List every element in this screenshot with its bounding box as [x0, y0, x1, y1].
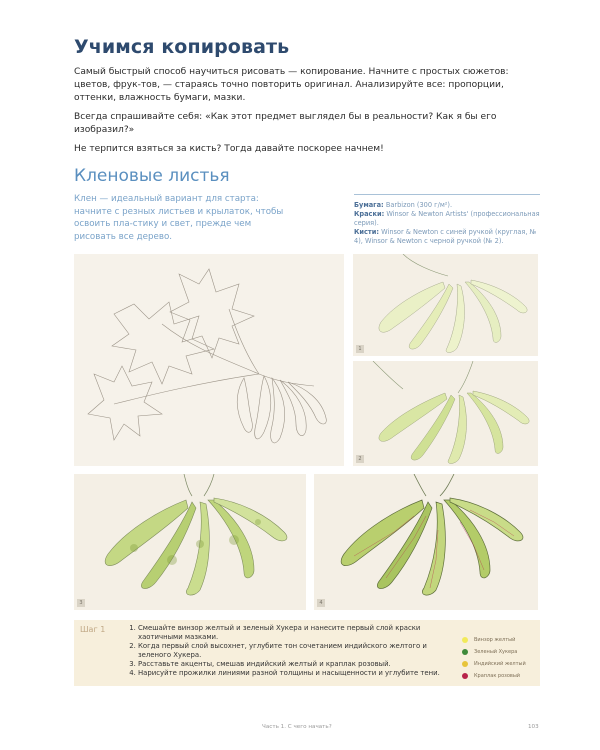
materials-brushes — [354, 228, 540, 246]
paint-swatch-icon — [462, 649, 468, 655]
intro-paragraph-2: Всегда спрашивайте себя: «Как этот предмет выглядел бы в реальности? Как я бы его изобразил?» — [74, 112, 497, 135]
page-title: Учимся копировать — [74, 36, 290, 58]
legend-item-rose-madder — [462, 670, 526, 682]
intro-paragraph-3: Не терпится взяться за кисть? Тогда давайте поскорее начнем! — [74, 144, 384, 154]
step-photo-1 — [353, 254, 538, 356]
paints-value: Winsor & Newton Artists' (профессиональная серия). — [354, 210, 540, 227]
materials-paints — [354, 210, 540, 228]
samara-painting-3 — [74, 474, 306, 610]
footer-page-number: 103 — [528, 724, 539, 730]
step-item-1: 1. Смешайте винзор желтый и зеленый Хукера и нанесите первый слой краски хаотичными мазками. — [138, 624, 460, 642]
paint-legend — [462, 634, 526, 682]
paint-swatch-icon — [462, 637, 468, 643]
paper-value: Barbizon (300 г/м²). — [385, 201, 453, 209]
paint-swatch-icon — [462, 673, 468, 679]
footer-part-title: Часть 1. С чего начать? — [262, 724, 332, 730]
steps-box — [74, 620, 540, 686]
samara-painting-1 — [353, 254, 538, 356]
step-photo-3 — [74, 474, 306, 610]
maple-sketch-drawing — [74, 254, 344, 466]
sketch-image — [74, 254, 344, 466]
legend-item-indian-yellow — [462, 658, 526, 670]
materials-box — [354, 194, 540, 246]
brushes-label: Кисти: — [354, 228, 379, 236]
paper-label: Бумага: — [354, 201, 384, 209]
steps-title: Шаг 1 — [80, 625, 106, 634]
step-item-2: 2. Когда первый слой высохнет, углубите тон сочетанием индийского желтого и зеленого Хукера. — [138, 642, 460, 660]
legend-label: Винзор желтый — [474, 637, 516, 643]
legend-item-winsor-yellow — [462, 634, 526, 646]
step-photo-3-number: 3 — [77, 599, 85, 607]
materials-paper — [354, 201, 540, 210]
paint-swatch-icon — [462, 661, 468, 667]
steps-list — [124, 624, 460, 677]
step-item-3: 3. Расставьте акценты, смешав индийский желтый и краплак розовый. — [138, 660, 460, 669]
brushes-value: Winsor & Newton с синей ручкой (круглая, № 4), Winsor & Newton с черной ручкой (№ 2). — [354, 228, 537, 245]
legend-label: Краплак розовый — [474, 673, 521, 679]
step-photo-4 — [314, 474, 538, 610]
legend-label: Зеленый Хукера — [474, 649, 518, 655]
legend-label: Индийский желтый — [474, 661, 526, 667]
samara-painting-2 — [353, 361, 538, 466]
intro-paragraph-1: Самый быстрый способ научиться рисовать — копирование. Начните с простых сюжетов: цветов, фрук-тов, — стараясь точно повторить оригинал. Анализируйте все: пропорции, оттенки, влажность бумаги, мазки. — [74, 67, 509, 103]
legend-item-hookers-green — [462, 646, 526, 658]
step-photo-1-number: 1 — [356, 345, 364, 353]
step-photo-2 — [353, 361, 538, 466]
paints-label: Краски: — [354, 210, 385, 218]
step-item-4: 4. Нарисуйте прожилки линиями разной толщины и насыщенности и углубите тени. — [138, 669, 460, 678]
section-lead: Клен — идеальный вариант для старта: начните с резных листьев и крылаток, чтобы освоить пла-стику и свет, прежде чем рисовать все дерево. — [74, 194, 284, 242]
step-photo-4-number: 4 — [317, 599, 325, 607]
intro-text — [74, 66, 542, 162]
samara-painting-4 — [314, 474, 538, 610]
section-title: Кленовые листья — [74, 166, 230, 186]
step-photo-2-number: 2 — [356, 455, 364, 463]
